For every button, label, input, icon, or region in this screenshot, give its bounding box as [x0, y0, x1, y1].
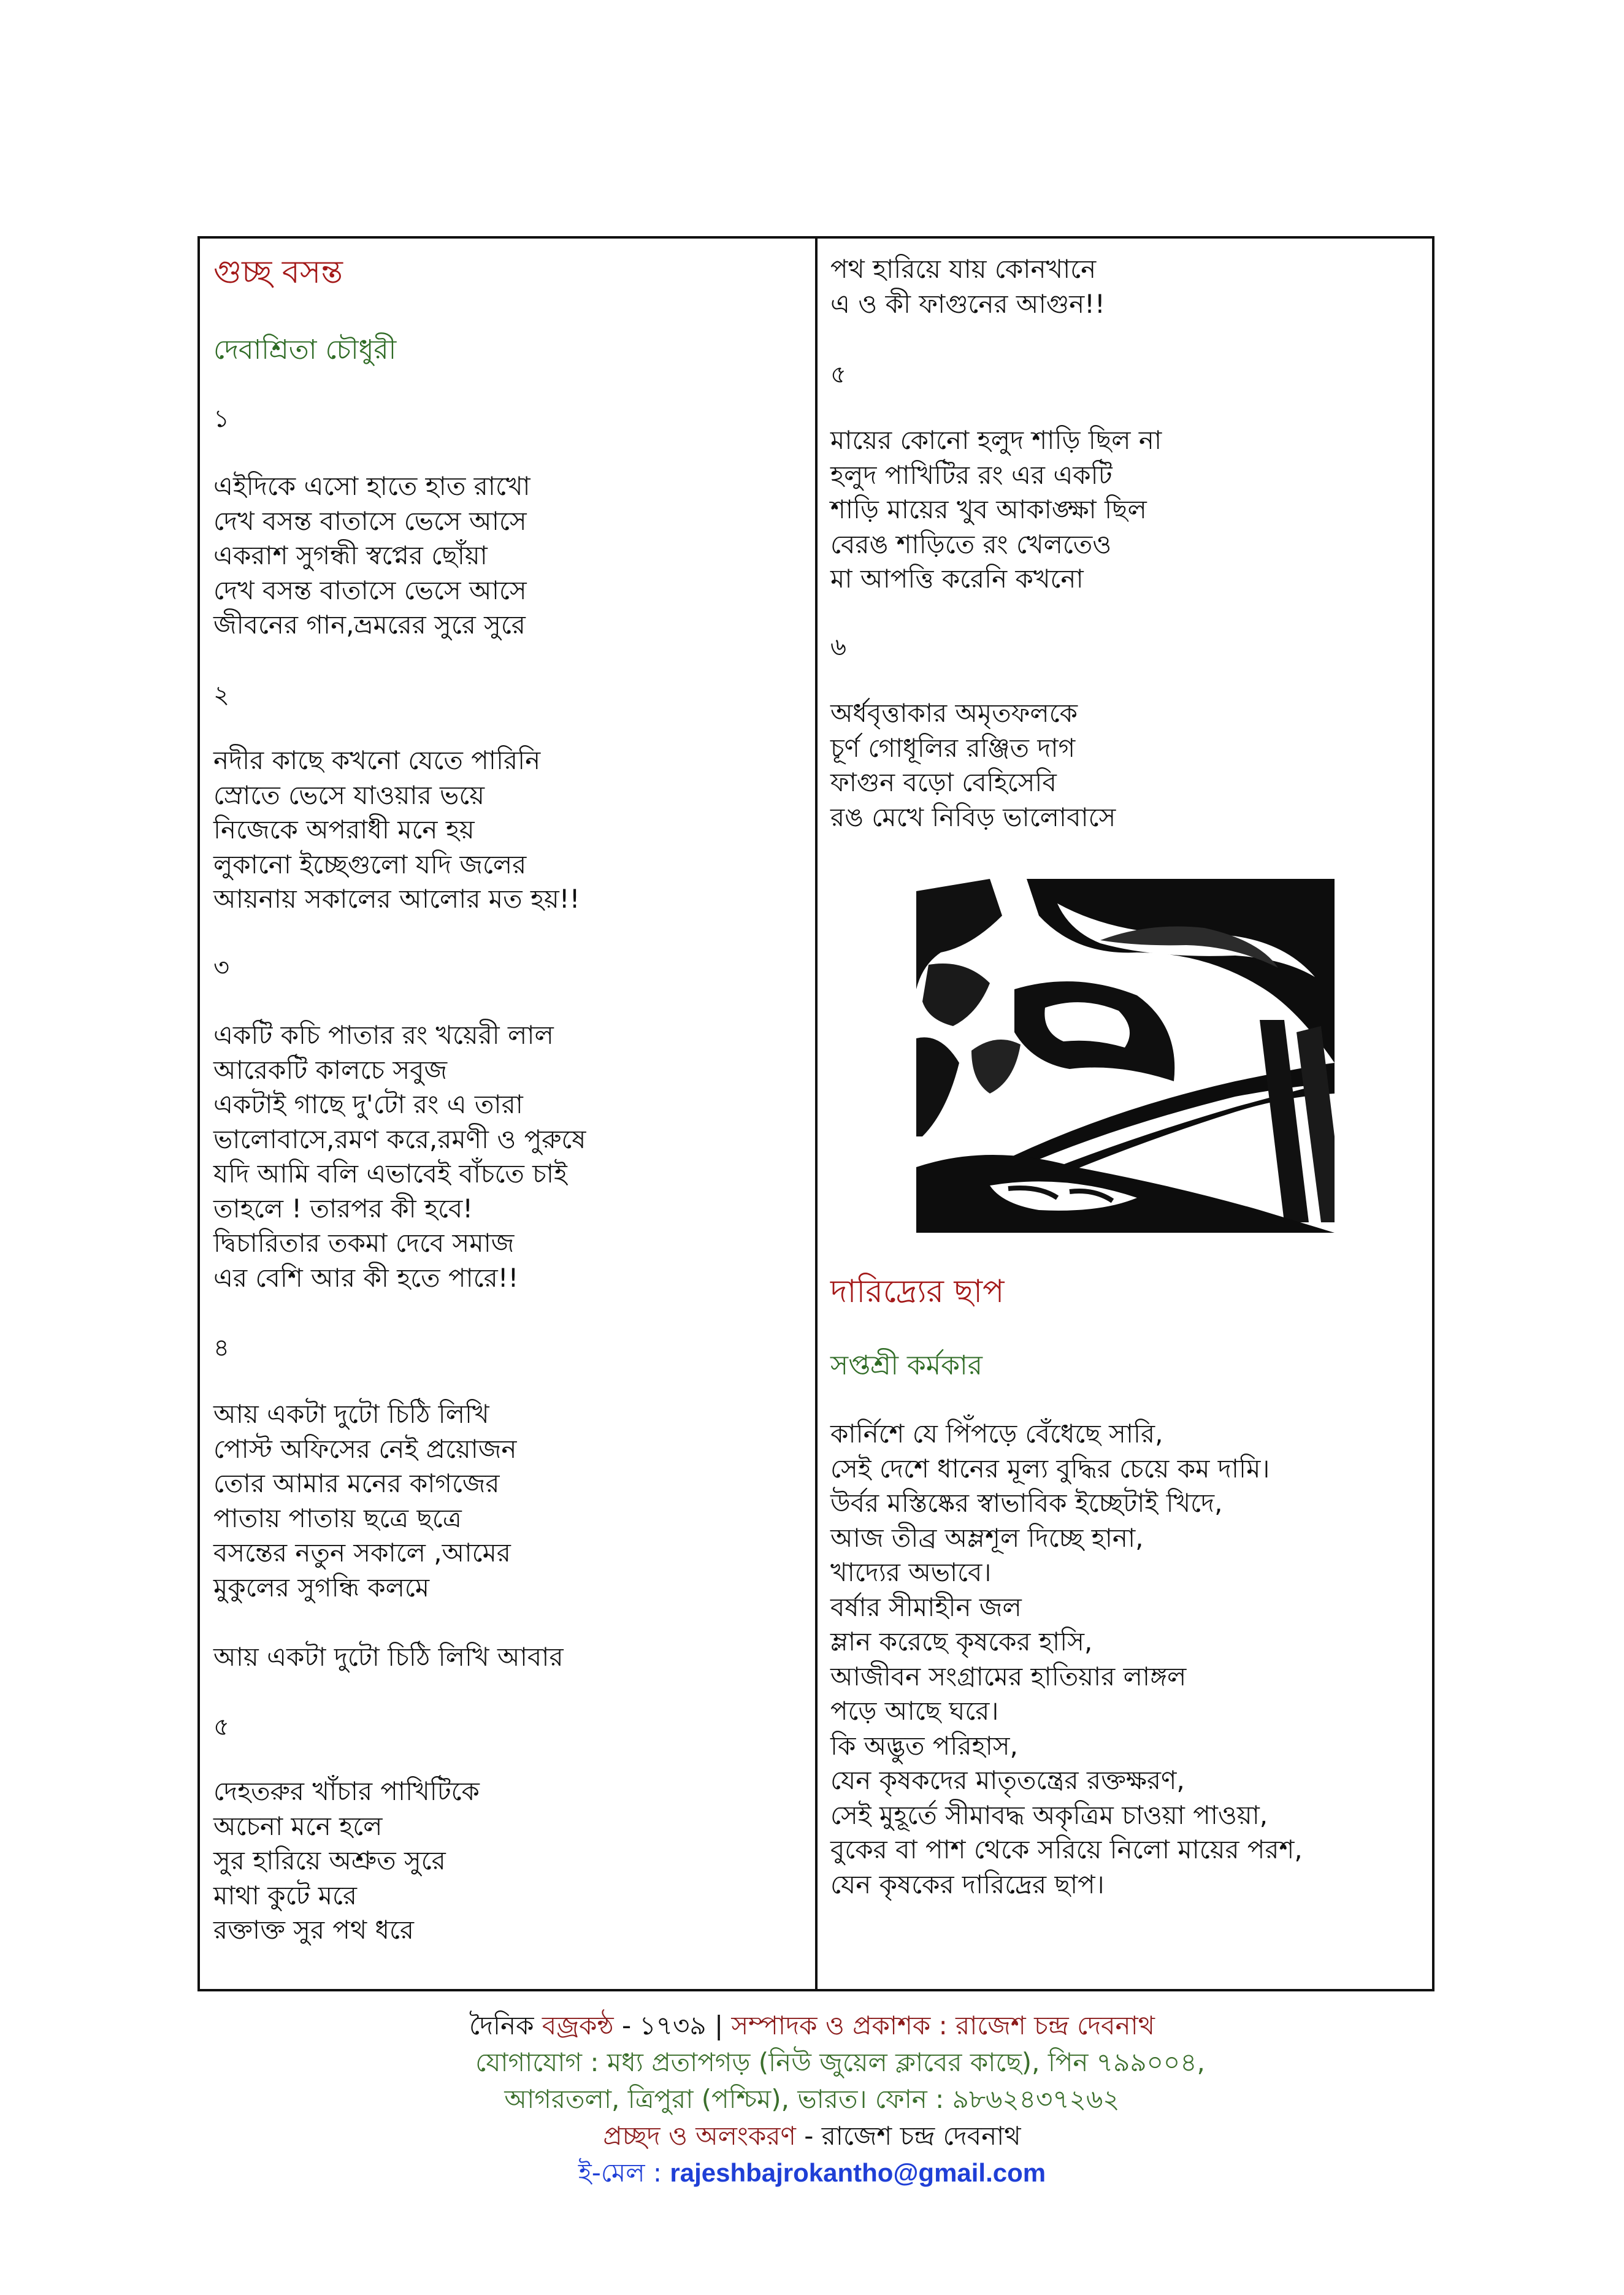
- poem-line: [213, 1605, 564, 1640]
- footer-address-line: আগরতলা, ত্রিপুরা (পশ্চিম), ভারত। ফোন : ৯৮৬২৪৩৭২৬২: [504, 2084, 1120, 2114]
- poem-line: কি অদ্ভুত পরিহাস,: [830, 1730, 1018, 1761]
- poem-line: এর বেশি আর কী হতে পারে!!: [213, 1262, 519, 1293]
- stanza-5b: [830, 423, 1162, 597]
- stanza-number: ৬: [830, 633, 847, 661]
- poem-line: আয় একটা দুটো চিঠি লিখি আবার: [213, 1641, 564, 1672]
- poem-line: নিজেকে অপরাধী মনে হয়: [213, 814, 475, 845]
- stanza-3: [213, 1018, 586, 1295]
- poem-line: স্রোতে ভেসে যাওয়ার ভয়ে: [213, 780, 485, 810]
- poem-line: রক্তাক্ত সুর পথ ধরে: [213, 1915, 415, 1945]
- poem1-continued: [830, 252, 1105, 321]
- editor-label: সম্পাদক ও প্রকাশক :: [731, 2010, 948, 2040]
- poem-line: শাড়ি মায়ের খুব আকাঙ্ক্ষা ছিল: [830, 494, 1147, 524]
- email-link[interactable]: rajeshbajrokantho@gmail.com: [670, 2158, 1046, 2187]
- poem-line: এ ও কী ফাগুনের আগুন!!: [830, 288, 1105, 319]
- stanza-1: [213, 469, 530, 643]
- footer-contact-line: যোগাযোগ : মধ্য প্রতাপগড় (নিউ জুয়েল ক্লাবের কাছে), পিন ৭৯৯০০৪,: [475, 2047, 1205, 2077]
- poem-line: যেন কৃষকদের মাতৃতন্ত্রের রক্তক্ষরণ,: [830, 1765, 1185, 1795]
- poem-line: সেই মুহূর্তে সীমাবদ্ধ অকৃত্রিম চাওয়া পাওয়া,: [830, 1799, 1268, 1830]
- poem2-author: সপ্তশ্রী কর্মকার: [830, 1350, 982, 1381]
- stanza-6: [830, 696, 1116, 835]
- poem-line: চূর্ণ গোধূলির রঞ্জিত দাগ: [830, 732, 1076, 763]
- poem-line: কার্নিশে যে পিঁপড়ে বেঁধেছে সারি,: [830, 1419, 1163, 1449]
- poem-line: নদীর কাছে কখনো যেতে পারিনি: [213, 745, 541, 775]
- illustration-image: [916, 879, 1335, 1233]
- poem-line: যদি আমি বলি এভাবেই বাঁচতে চাই: [213, 1159, 567, 1189]
- poem-line: দেখ বসন্ত বাতাসে ভেসে আসে: [213, 505, 527, 536]
- footer-text: দৈনিক: [469, 2010, 542, 2040]
- stanza-4: [213, 1397, 564, 1674]
- poem2-title: দারিদ্র্যের ছাপ: [830, 1273, 1005, 1310]
- stanza-number: ৫: [213, 1713, 229, 1741]
- poem-line: ফাগুন বড়ো বেহিসেবি: [830, 767, 1057, 797]
- footer-text: - ১৭৩৯ |: [613, 2010, 732, 2040]
- poem-line: আয় একটা দুটো চিঠি লিখি: [213, 1399, 489, 1429]
- poem-line: পথ হারিয়ে যায় কোনখানে: [830, 254, 1097, 284]
- newspaper-name: বজ্রকন্ঠ: [542, 2010, 614, 2040]
- poem1-author: দেবাশ্রিতা চৌধুরী: [213, 334, 397, 366]
- stanza-number: ১: [213, 405, 229, 433]
- editor-name: রাজেশ চন্দ্র দেবনাথ: [947, 2010, 1155, 2040]
- poem-line: একরাশ সুগন্ধী স্বপ্নের ছোঁয়া: [213, 540, 488, 570]
- cover-label: প্রচ্ছদ ও অলংকরণ: [603, 2121, 796, 2151]
- poem-line: তাহলে ! তারপর কী হবে!: [213, 1193, 473, 1224]
- stanza-number: ৩: [213, 954, 230, 982]
- poem-line: ভালোবাসে,রমণ করে,রমণী ও পুরুষে: [213, 1124, 586, 1154]
- poem-line: একটি কচি পাতার রং খয়েরী লাল: [213, 1020, 554, 1050]
- poem-line: বেরঙ শাড়িতে রং খেলতেও: [830, 529, 1112, 559]
- poem-line: লুকানো ইচ্ছেগুলো যদি জলের: [213, 849, 527, 879]
- poem-line: সুর হারিয়ে অশ্রুত সুরে: [213, 1845, 446, 1875]
- poem-line: হলুদ পাখিটির রং এর একটি: [830, 459, 1113, 490]
- footer-email-line: [443, 2153, 1181, 2196]
- poem-line: আয়নায় সকালের আলোর মত হয়!!: [213, 884, 580, 914]
- poem-line: বর্ষার সীমাহীন জল: [830, 1592, 1022, 1622]
- poem-line: অচেনা মনে হলে: [213, 1810, 383, 1841]
- poem-line: পোস্ট অফিসের নেই প্রয়োজন: [213, 1433, 517, 1464]
- column-divider: [815, 236, 818, 1991]
- stanza-5: [213, 1774, 480, 1948]
- poem-line: রঙ মেখে নিবিড় ভালোবাসে: [830, 802, 1116, 832]
- poem-line: পাতায় পাতায় ছত্রে ছত্রে: [213, 1503, 462, 1533]
- poem-line: অর্ধবৃত্তাকার অমৃতফলকে: [830, 698, 1078, 728]
- poem-line: পড়ে আছে ঘরে।: [830, 1696, 999, 1726]
- stanza-2: [213, 743, 580, 917]
- poem-line: দেখ বসন্ত বাতাসে ভেসে আসে: [213, 575, 527, 605]
- poem-line: আজীবন সংগ্রামের হাতিয়ার লাঙ্গল: [830, 1661, 1187, 1692]
- poem-line: মা আপত্তি করেনি কখনো: [830, 564, 1084, 594]
- poem-line: এইদিকে এসো হাতে হাত রাখো: [213, 471, 530, 501]
- poem-line: মুকুলের সুগন্ধি কলমে: [213, 1572, 430, 1603]
- poem-line: বুকের বা পাশ থেকে সরিয়ে নিলো মায়ের পরশ,: [830, 1834, 1303, 1864]
- poem-line: দ্বিচারিতার তকমা দেবে সমাজ: [213, 1228, 515, 1258]
- poem-line: আরেকটি কালচে সবুজ: [213, 1054, 448, 1085]
- poem2-body: [830, 1417, 1303, 1902]
- poem-line: তোর আমার মনের কাগজের: [213, 1468, 500, 1498]
- poem-line: বসন্তের নতুন সকালে ,আমের: [213, 1538, 511, 1568]
- poem-line: খাদ্যের অভাবে।: [830, 1557, 992, 1587]
- poem-line: উর্বর মস্তিষ্কের স্বাভাবিক ইচ্ছেটাই খিদে,: [830, 1488, 1223, 1518]
- poem-line: যেন কৃষকের দারিদ্র্রের ছাপ।: [830, 1869, 1105, 1899]
- email-label: ই-মেল :: [578, 2158, 670, 2188]
- stanza-number: ২: [213, 681, 230, 709]
- poem-line: একটাই গাছে দু'টো রং এ তারা: [213, 1089, 523, 1119]
- poem-line: আজ তীব্র অম্লশূল দিচ্ছে হানা,: [830, 1522, 1144, 1553]
- poem-line: মায়ের কোনো হলুদ শাড়ি ছিল না: [830, 425, 1162, 455]
- poem1-title: গুচ্ছ বসন্ত: [213, 254, 343, 291]
- poem-line: জীবনের গান,ভ্রমরের সুরে সুরে: [213, 610, 526, 640]
- stanza-number: ৫: [830, 361, 846, 389]
- poem-line: ম্লান করেছে কৃষকের হাসি,: [830, 1626, 1093, 1657]
- poem-line: সেই দেশে ধানের মূল্য বুদ্ধির চেয়ে কম দামি।: [830, 1453, 1270, 1484]
- stanza-number: ৪: [213, 1334, 229, 1362]
- cover-name: - রাজেশ চন্দ্র দেবনাথ: [795, 2121, 1021, 2151]
- poem-line: মাথা কুটে মরে: [213, 1880, 358, 1910]
- poem-line: দেহতরুর খাঁচার পাখিটিকে: [213, 1776, 480, 1806]
